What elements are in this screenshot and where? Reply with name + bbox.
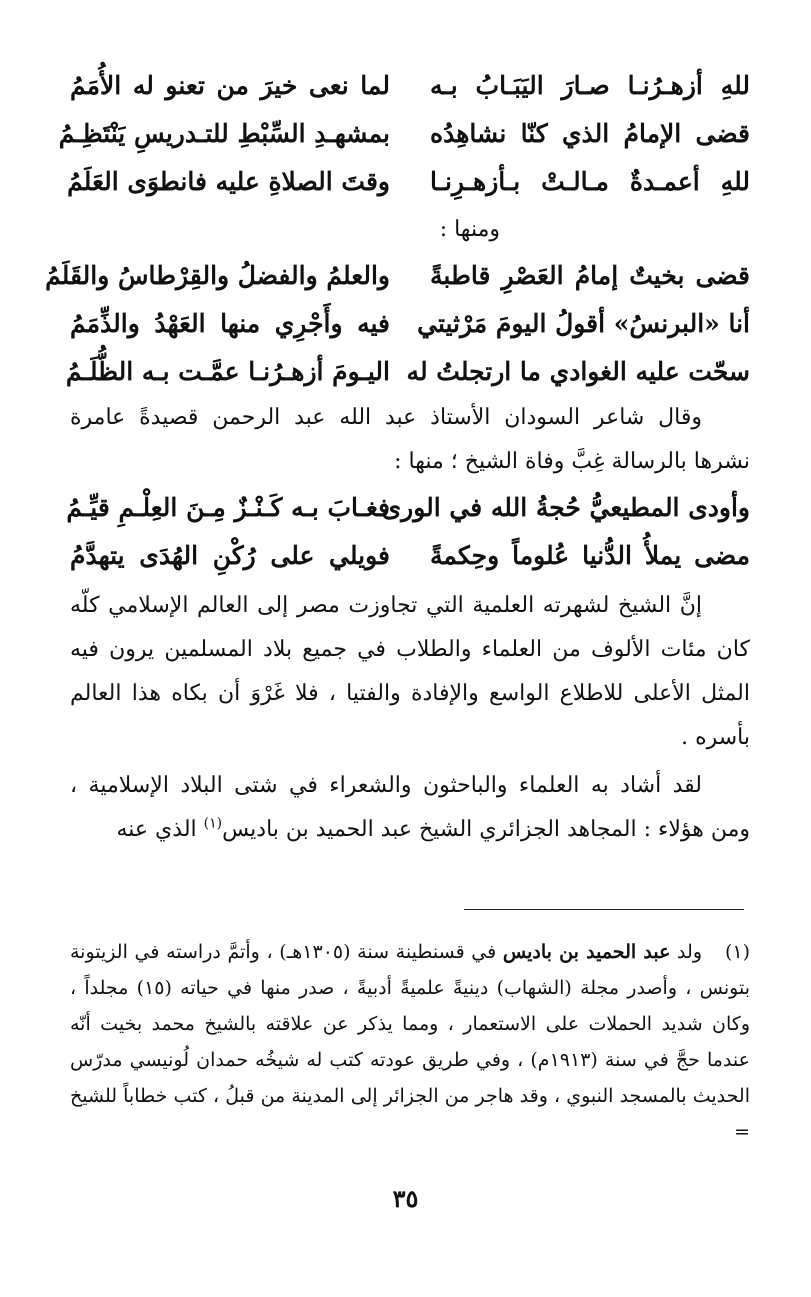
- verse-first-hemistich: وأودى المطيعيُّ حُجةُ الله في الورى: [381, 493, 750, 522]
- verse-first-hemistich: قضى بخيتٌ إمامُ العَصْرِ قاطبةً: [430, 261, 750, 290]
- paragraph-praise: [70, 764, 750, 852]
- footnote-text: في قسنطينة سنة (١٣٠٥هـ) ، وأتمَّ دراسته في الزيتونة بتونس ، وأصدر مجلة (الشهاب) دينيةً علميةً أدبيةً ، صدر منها في حياته (١٥) مجلداً ، وكان شديد الحملات على الاستعمار ، ومما يذكر عن علاقته بالشيخ محمد بخيت أنّه عندما حجَّ في سنة (١٩١٣م) ، وفي طريق عودته كتب له شيخُه حمدان لُونيسي مدرّس الحديث بالمسجد النبوي ، وقد هاجر من الجزائر إلى المدينة من قبلُ ، كتب خطاباً للشيخ =: [70, 941, 750, 1143]
- verse-line: [66, 484, 750, 532]
- verse-line: [70, 300, 750, 348]
- verse-line: [70, 62, 750, 110]
- verse-second-hemistich: بمشهـدِ السِّبْطِ للتـدريسِ يَنْتَظِـمُ: [58, 119, 390, 148]
- footnote-person-name: عبد الحميد بن باديس: [502, 941, 671, 963]
- footnote-marker: (١): [724, 941, 750, 963]
- verse-line: [67, 158, 750, 206]
- verse-second-hemistich: اليـومَ أزهـرُنـا عمَّـت بـه الظُّلَـمُ: [65, 357, 390, 386]
- intro-minha: ومنها :: [439, 217, 500, 242]
- verse-second-hemistich: لما نعى خيرَ من تعنو له الأُمَمُ: [70, 71, 390, 100]
- verse-second-hemistich: فغـابَ بـه كَـنْـزٌ مِـنَ العِلْـمِ قيِّـمُ: [66, 493, 390, 522]
- verse-line: [65, 348, 750, 396]
- verse-line: [70, 532, 750, 580]
- paragraph-praise-tail: الذي عنه: [116, 817, 204, 842]
- footnote: [70, 934, 750, 1150]
- paragraph-fame: إنَّ الشيخ لشهرته العلمية التي تجاوزت مصر إلى العالم الإسلامي كلّه كان مئات الألوف من العلماء والطلاب في جميع بلاد المسلمين يرون فيه المثل الأعلى للاطلاع الواسع والإفادة والفتيا ، فلا غَرْوَ أن بكاه هذا العالم بأسره .: [70, 593, 750, 750]
- verse-second-hemistich: وقتَ الصلاةِ عليه فانطوَى العَلَمُ: [67, 167, 390, 196]
- verse-first-hemistich: للهِ أزهـرُنـا صـارَ اليَبَـابُ بـه: [430, 71, 750, 100]
- verse-first-hemistich: قضى الإمامُ الذي كنّا نشاهِدُه: [430, 119, 750, 148]
- verse-line: [45, 252, 750, 300]
- paragraph-praise-text: لقد أشاد به العلماء والباحثون والشعراء في شتى البلاد الإسلامية ، ومن هؤلاء : المجاهد الجزائري الشيخ عبد الحميد بن باديس: [70, 773, 750, 842]
- paragraph-sudan-poet: وقال شاعر السودان الأستاذ عبد الله عبد الرحمن قصيدةً عامرة نشرها بالرسالة غِبَّ وفاة الشيخ ؛ منها :: [70, 405, 750, 474]
- page-body: [45, 62, 750, 852]
- verse-line: [58, 110, 750, 158]
- poem-stanza-azhar: [58, 62, 750, 206]
- verse-first-hemistich: أنا «البرنسُ» أقولُ اليومَ مَرْثيتي: [417, 309, 750, 338]
- poem-stanza-burnus: [45, 252, 750, 396]
- footnote-reference[interactable]: (١): [203, 815, 223, 832]
- verse-first-hemistich: للهِ أعمـدةٌ مـالـتْ بـأزهـرِنـا: [430, 167, 750, 196]
- verse-second-hemistich: فيه وأَجْرِي منها العَهْدُ والذِّمَمُ: [70, 309, 390, 338]
- verse-first-hemistich: مضى يملأُ الدُّنيا عُلوماً وحِكمةً: [430, 541, 750, 570]
- verse-second-hemistich: والعلمُ والفضلُ والقِرْطاسُ والقَلَمُ: [45, 261, 390, 290]
- footnote-lead: ولد: [670, 941, 702, 963]
- verse-second-hemistich: فويلي على رُكْنِ الهُدَى يتهدَّمُ: [70, 541, 390, 570]
- footnote-divider: [464, 909, 744, 910]
- verse-first-hemistich: سحّت عليه الغوادي ما ارتجلتُ له: [406, 357, 750, 386]
- page-number: ٣٥: [392, 1184, 419, 1213]
- poem-stanza-sudan: [66, 484, 750, 580]
